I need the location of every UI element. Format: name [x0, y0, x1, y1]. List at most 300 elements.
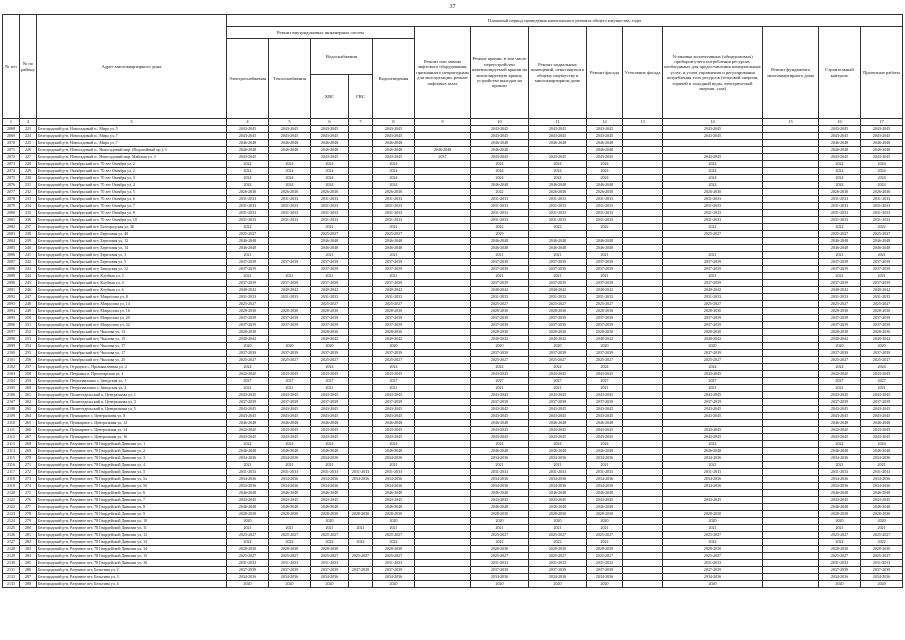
table-cell: 246: [20, 287, 37, 294]
table-cell: 2031-2033: [269, 469, 311, 476]
table-cell: 2097: [3, 329, 20, 336]
address-cell: Белгородский р-н, Октябрьский пгт, Березовая ул, 3: [37, 252, 227, 259]
table-cell: 2031-2033: [269, 196, 311, 203]
table-cell: [763, 196, 819, 203]
table-cell: 2037-2039: [471, 280, 529, 287]
table-cell: [415, 553, 471, 560]
table-cell: 2037-2039: [819, 322, 861, 329]
table-cell: 2071: [3, 147, 20, 154]
table-cell: 2037-2039: [587, 259, 623, 266]
table-cell: 2022: [373, 224, 415, 231]
table-cell: [623, 154, 663, 161]
table-cell: 2043-2045: [587, 392, 623, 399]
table-cell: 2020: [269, 343, 311, 350]
table-cell: [349, 315, 373, 322]
table-cell: [415, 182, 471, 189]
table-cell: 2120: [3, 490, 20, 497]
table-cell: 2020: [471, 343, 529, 350]
table-cell: 2025-2027: [373, 301, 415, 308]
table-cell: [623, 406, 663, 413]
table-cell: 2046-2048: [529, 504, 587, 511]
table-cell: 2037-2039: [861, 266, 903, 273]
table-cell: 2046-2048: [861, 140, 903, 147]
table-cell: 2024: [663, 168, 763, 175]
table-cell: 281: [20, 532, 37, 539]
table-cell: 2113: [3, 441, 20, 448]
table-cell: [349, 448, 373, 455]
table-cell: 2025-2027: [819, 532, 861, 539]
table-cell: 2037-2039: [819, 266, 861, 273]
table-cell: [269, 238, 311, 245]
table-cell: 2021: [819, 385, 861, 392]
table-cell: 2034-2036: [227, 483, 269, 490]
table-cell: [349, 497, 373, 504]
address-cell: Белгородский р-н, Октябрьский пгт, Чкалова ул, 25: [37, 357, 227, 364]
table-cell: 2021: [663, 525, 763, 532]
table-cell: 2025-2027: [227, 357, 269, 364]
table-row: [3, 147, 903, 154]
table-cell: 2046-2048: [471, 448, 529, 455]
column-number: 17: [861, 119, 903, 126]
table-cell: 2022: [349, 539, 373, 546]
table-cell: 2046-2048: [311, 140, 349, 147]
table-cell: 2046-2048: [311, 420, 349, 427]
table-cell: 259: [20, 378, 37, 385]
table-cell: [623, 567, 663, 574]
table-cell: [415, 217, 471, 224]
table-cell: [349, 273, 373, 280]
table-cell: [763, 469, 819, 476]
table-cell: [415, 252, 471, 259]
table-cell: 2034-2036: [227, 574, 269, 581]
table-cell: 239: [20, 238, 37, 245]
table-cell: 2020: [311, 518, 349, 525]
table-cell: 2046-2048: [529, 448, 587, 455]
table-cell: [415, 140, 471, 147]
table-cell: [349, 217, 373, 224]
table-cell: 2025-2027: [587, 301, 623, 308]
table-cell: 2037-2039: [311, 266, 349, 273]
table-cell: 2046-2048: [529, 420, 587, 427]
table-cell: [763, 560, 819, 567]
table-cell: 252: [20, 329, 37, 336]
table-cell: 2040-2042: [663, 287, 763, 294]
table-cell: 2031-2033: [349, 469, 373, 476]
table-cell: [349, 490, 373, 497]
table-cell: 2025-2027: [311, 357, 349, 364]
table-cell: 2028-2030: [311, 308, 349, 315]
table-cell: [623, 336, 663, 343]
table-cell: 2034-2036: [819, 476, 861, 483]
address-cell: Белгородский р-н, Разумное пгт, 78 Гвардейской Дивизии ул, 7: [37, 497, 227, 504]
table-cell: 2031-2033: [269, 560, 311, 567]
address-cell: Белгородский р-н, Разумное пгт, 78 Гвардейской Дивизии ул, 3: [37, 455, 227, 462]
table-cell: [415, 511, 471, 518]
table-cell: [269, 154, 311, 161]
table-cell: [349, 168, 373, 175]
table-cell: 2031-2033: [227, 196, 269, 203]
table-row: [3, 140, 903, 147]
table-cell: 2128: [3, 546, 20, 553]
table-cell: 2043-2045: [861, 154, 903, 161]
table-cell: 2127: [3, 539, 20, 546]
column-number: 16: [819, 119, 861, 126]
table-cell: [349, 406, 373, 413]
table-cell: 2046-2048: [227, 140, 269, 147]
table-cell: [763, 175, 819, 182]
table-cell: 2046-2048: [373, 147, 415, 154]
table-cell: 2034-2036: [861, 483, 903, 490]
table-cell: [415, 322, 471, 329]
address-cell: Белгородский р-н, Октябрьский пгт, 70 лет Октября ул, 4: [37, 182, 227, 189]
table-cell: [349, 294, 373, 301]
table-cell: 2031-2033: [471, 217, 529, 224]
table-cell: 2043-2045: [587, 371, 623, 378]
table-cell: [349, 231, 373, 238]
address-cell: Белгородский р-н, Новосадовый п., Мира ул, 7: [37, 133, 227, 140]
table-cell: 2024: [663, 441, 763, 448]
table-cell: 2040-2042: [471, 336, 529, 343]
table-cell: 2034-2036: [587, 483, 623, 490]
table-row: [3, 350, 903, 357]
table-cell: 2111: [3, 427, 20, 434]
address-cell: Белгородский р-н, Октябрьский пгт, Чкалова ул, 13: [37, 329, 227, 336]
table-cell: [349, 287, 373, 294]
table-cell: 2037-2039: [227, 280, 269, 287]
table-cell: 2121: [3, 497, 20, 504]
table-cell: [763, 224, 819, 231]
table-cell: [623, 133, 663, 140]
table-cell: 2046-2048: [471, 140, 529, 147]
table-cell: 2043-2045: [819, 406, 861, 413]
table-cell: 2022: [587, 224, 623, 231]
table-cell: 2021: [861, 385, 903, 392]
table-cell: 2024: [529, 168, 587, 175]
table-cell: [269, 252, 311, 259]
table-cell: 2024: [861, 161, 903, 168]
table-cell: 2020: [529, 343, 587, 350]
header-address: Адрес многоквартирного дома: [37, 15, 227, 119]
table-cell: 2043-2045: [311, 427, 349, 434]
table-cell: 2031-2033: [819, 469, 861, 476]
table-cell: 2021: [471, 525, 529, 532]
table-cell: 2025-2027: [529, 301, 587, 308]
table-cell: 2024: [311, 161, 349, 168]
table-cell: 2031-2033: [861, 203, 903, 210]
table-cell: 2043-2045: [373, 406, 415, 413]
table-cell: 2025-2027: [663, 357, 763, 364]
table-cell: [415, 448, 471, 455]
table-cell: 2043-2045: [587, 413, 623, 420]
table-cell: 2046-2048: [373, 420, 415, 427]
table-cell: 2034-2036: [349, 476, 373, 483]
table-cell: 2025-2027: [227, 301, 269, 308]
table-cell: [763, 168, 819, 175]
table-cell: 2031-2033: [587, 210, 623, 217]
table-cell: 2037-2039: [819, 399, 861, 406]
table-cell: 2043-2045: [227, 154, 269, 161]
table-cell: 2024: [471, 441, 529, 448]
table-cell: [763, 574, 819, 581]
table-cell: 2031-2033: [227, 469, 269, 476]
table-cell: 2043-2045: [529, 497, 587, 504]
table-cell: 2043-2045: [819, 126, 861, 133]
table-cell: 2028-2030: [373, 308, 415, 315]
table-cell: 2028-2030: [529, 546, 587, 553]
table-cell: 2037-2039: [529, 315, 587, 322]
table-cell: 2020: [269, 581, 311, 588]
table-cell: 2131: [3, 567, 20, 574]
table-cell: 2043-2045: [311, 497, 349, 504]
table-cell: [763, 161, 819, 168]
table-cell: [269, 518, 311, 525]
table-cell: 2022: [269, 539, 311, 546]
table-cell: 2074: [3, 168, 20, 175]
table-cell: [415, 203, 471, 210]
table-cell: 2024: [471, 175, 529, 182]
table-cell: 2031-2033: [819, 210, 861, 217]
table-cell: 2130: [3, 560, 20, 567]
table-cell: [349, 378, 373, 385]
table-cell: 2046-2048: [587, 490, 623, 497]
table-cell: 2031-2033: [587, 203, 623, 210]
table-cell: [415, 343, 471, 350]
table-cell: 2024: [311, 441, 349, 448]
table-cell: 2031-2033: [269, 210, 311, 217]
table-cell: 2024: [861, 441, 903, 448]
table-cell: 2117: [3, 469, 20, 476]
address-cell: Белгородский р-н, Разумное пгт, 78 Гвардейской Дивизии ул, 13: [37, 539, 227, 546]
table-row: [3, 343, 903, 350]
table-cell: [763, 553, 819, 560]
table-cell: 2026-2030: [227, 189, 269, 196]
table-cell: 2043-2045: [311, 434, 349, 441]
table-cell: 2133: [3, 581, 20, 588]
table-cell: [763, 567, 819, 574]
table-cell: 2021: [529, 273, 587, 280]
header-lift: Ремонт или замена лифтового оборудования, признанного непригодным для эксплуатации, ремонт лифтовых шахт: [415, 27, 471, 119]
table-cell: 2031-2033: [663, 469, 763, 476]
table-cell: 2034-2036: [373, 574, 415, 581]
address-cell: Белгородский р-н, Октябрьский пгт, Матросова ул, 8: [37, 294, 227, 301]
table-cell: 2021: [587, 525, 623, 532]
address-cell: Белгородский р-н, Октябрьский пгт, Клубная ул, 4: [37, 280, 227, 287]
table-cell: 2031-2033: [471, 469, 529, 476]
column-number: 4: [227, 119, 269, 126]
table-cell: 2043-2045: [471, 126, 529, 133]
table-cell: 2031-2033: [819, 294, 861, 301]
table-cell: 2024: [587, 168, 623, 175]
table-cell: [623, 413, 663, 420]
table-cell: 282: [20, 539, 37, 546]
address-cell: Белгородский р-н, Разумное пгт, 78 Гвардейской Дивизии ул, 6: [37, 490, 227, 497]
table-cell: 2034-2036: [471, 455, 529, 462]
table-cell: 2026-2030: [587, 189, 623, 196]
table-cell: 2024: [529, 161, 587, 168]
table-cell: 2037-2039: [587, 399, 623, 406]
table-cell: 2108: [3, 406, 20, 413]
table-cell: 2022: [471, 224, 529, 231]
table-cell: 2107: [3, 399, 20, 406]
table-cell: [623, 392, 663, 399]
address-cell: Белгородский р-н, Разумное пгт, 78 Гвардейской Дивизии ул, 8: [37, 504, 227, 511]
table-cell: 2046-2048: [471, 182, 529, 189]
table-cell: 2043-2045: [529, 406, 587, 413]
table-cell: 2022: [819, 539, 861, 546]
table-cell: 2043-2045: [861, 392, 903, 399]
table-cell: 2037-2039: [227, 350, 269, 357]
table-cell: [763, 504, 819, 511]
table-cell: 2046-2048: [819, 420, 861, 427]
table-cell: [415, 287, 471, 294]
table-cell: 2037-2039: [471, 315, 529, 322]
table-cell: 278: [20, 511, 37, 518]
table-cell: 2034-2036: [471, 476, 529, 483]
table-cell: [623, 280, 663, 287]
table-cell: 2037-2039: [311, 322, 349, 329]
table-row: [3, 315, 903, 322]
table-cell: 2037-2039: [861, 259, 903, 266]
table-cell: 267: [20, 434, 37, 441]
table-cell: 254: [20, 343, 37, 350]
table-cell: 2034-2036: [227, 455, 269, 462]
table-cell: [415, 567, 471, 574]
table-cell: 2037-2039: [819, 315, 861, 322]
table-cell: 2024: [311, 168, 349, 175]
table-cell: 2034-2036: [819, 574, 861, 581]
table-cell: 2043-2045: [819, 427, 861, 434]
table-cell: 2020: [819, 518, 861, 525]
table-cell: [623, 532, 663, 539]
table-cell: 2116: [3, 462, 20, 469]
table-cell: 238: [20, 231, 37, 238]
table-cell: 2025-2027: [861, 231, 903, 238]
table-cell: [415, 231, 471, 238]
table-cell: 2031-2033: [587, 217, 623, 224]
table-cell: 2037-2039: [227, 567, 269, 574]
table-cell: 2043-2045: [587, 406, 623, 413]
table-cell: 2028-2030: [269, 511, 311, 518]
table-cell: 2043-2045: [587, 133, 623, 140]
table-cell: [763, 259, 819, 266]
table-cell: 2024: [819, 364, 861, 371]
table-cell: 2046-2048: [227, 147, 269, 154]
table-cell: 266: [20, 427, 37, 434]
table-cell: 2025-2027: [311, 532, 349, 539]
table-cell: 2025-2027: [471, 357, 529, 364]
table-cell: 2024: [227, 161, 269, 168]
table-cell: 2046-2048: [311, 245, 349, 252]
table-cell: 2037-2039: [861, 280, 903, 287]
table-cell: 2046-2048: [227, 504, 269, 511]
table-cell: 2021: [269, 525, 311, 532]
table-cell: 2028-2030: [663, 329, 763, 336]
table-cell: 2025-2027: [861, 532, 903, 539]
table-cell: 2024: [819, 168, 861, 175]
table-cell: 2021: [471, 273, 529, 280]
table-cell: 2031-2033: [311, 203, 349, 210]
table-cell: 2037-2039: [311, 315, 349, 322]
table-cell: 2031-2033: [529, 294, 587, 301]
table-cell: 2031-2033: [529, 196, 587, 203]
table-cell: 2031-2033: [373, 217, 415, 224]
table-cell: [349, 581, 373, 588]
table-cell: 2037-2039: [663, 259, 763, 266]
table-cell: [349, 301, 373, 308]
table-cell: 2040-2042: [861, 287, 903, 294]
table-cell: 247: [20, 294, 37, 301]
table-cell: 2069: [3, 133, 20, 140]
table-cell: 2046-2048: [373, 504, 415, 511]
table-cell: 2026-2030: [861, 189, 903, 196]
table-cell: [623, 161, 663, 168]
table-row: [3, 525, 903, 532]
table-cell: 2024: [227, 182, 269, 189]
table-cell: [415, 574, 471, 581]
table-cell: 2046-2048: [861, 238, 903, 245]
table-cell: [763, 490, 819, 497]
table-cell: 2043-2045: [861, 434, 903, 441]
table-cell: 2024: [861, 364, 903, 371]
table-cell: 2021: [471, 385, 529, 392]
table-cell: [623, 399, 663, 406]
table-cell: 2100: [3, 350, 20, 357]
table-cell: 2027: [819, 378, 861, 385]
table-cell: [623, 147, 663, 154]
table-cell: 2031-2033: [471, 560, 529, 567]
table-cell: 2037-2039: [373, 280, 415, 287]
table-cell: 2027: [861, 378, 903, 385]
table-cell: [415, 273, 471, 280]
table-row: [3, 231, 903, 238]
table-cell: 2043-2045: [311, 406, 349, 413]
table-cell: 2046-2048: [861, 448, 903, 455]
table-row: [3, 287, 903, 294]
table-row: [3, 553, 903, 560]
table-cell: 2021: [227, 525, 269, 532]
table-cell: [763, 280, 819, 287]
table-cell: 2034-2036: [471, 574, 529, 581]
table-cell: 2034-2036: [529, 483, 587, 490]
column-number: 10: [471, 119, 529, 126]
table-cell: 2022: [311, 539, 349, 546]
address-cell: Белгородский р-н, Разумное пгт, Бельгина ул, 2: [37, 567, 227, 574]
table-row: [3, 567, 903, 574]
table-cell: [349, 364, 373, 371]
table-cell: 2040-2042: [529, 336, 587, 343]
table-cell: 2070: [3, 140, 20, 147]
table-cell: 2037-2039: [373, 315, 415, 322]
table-cell: 2028-2030: [373, 511, 415, 518]
table-cell: 2031-2033: [269, 294, 311, 301]
table-cell: 2043-2045: [311, 371, 349, 378]
table-cell: 2040-2042: [861, 336, 903, 343]
table-cell: [415, 539, 471, 546]
table-cell: 2043-2045: [587, 126, 623, 133]
table-row: [3, 336, 903, 343]
address-cell: Белгородский р-н, Разумное пгт, 78 Гвардейской Дивизии ул, 5а: [37, 476, 227, 483]
address-cell: Белгородский р-н, Политотдельский п, Центральная ул, 1: [37, 392, 227, 399]
table-cell: 286: [20, 567, 37, 574]
table-cell: [349, 259, 373, 266]
address-cell: Белгородский р-н, Октябрьский пгт, Чкалова ул, 17: [37, 343, 227, 350]
table-cell: 2028-2030: [373, 329, 415, 336]
table-cell: 2046-2048: [587, 140, 623, 147]
table-row: [3, 189, 903, 196]
table-cell: 2081: [3, 217, 20, 224]
table-row: [3, 252, 903, 259]
table-cell: 2043-2045: [227, 392, 269, 399]
